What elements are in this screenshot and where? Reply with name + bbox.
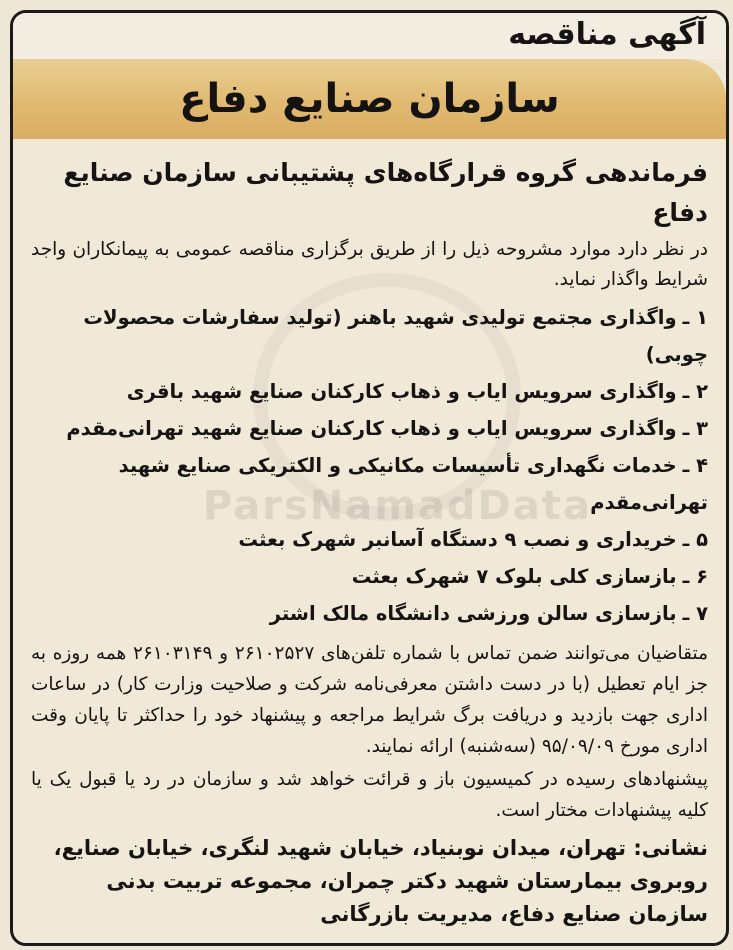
item-text: بازسازی کلی بلوک ۷ شهرک بعثت	[351, 565, 677, 588]
item-number: ۷ ـ	[682, 602, 708, 625]
list-item	[31, 447, 708, 521]
notice-type-label: آگهی مناقصه	[508, 17, 706, 52]
item-text: خدمات نگهداری تأسیسات مکانیکی و الکتریکی صنایع شهید تهرانی‌مقدم	[118, 454, 708, 514]
item-number: ۳ ـ	[682, 417, 708, 440]
watermark-text: ParsNamadData	[203, 483, 592, 529]
item-text: واگذاری مجتمع تولیدی شهید باهنر (تولید سفارشات محصولات چوبی)	[83, 306, 708, 366]
item-number: ۴ ـ	[682, 454, 708, 477]
item-text: واگذاری سرویس ایاب و ذهاب کارکنان صنایع شهید باقری	[126, 380, 677, 403]
list-item	[31, 595, 708, 632]
organization-title: سازمان صنایع دفاع	[179, 76, 560, 122]
list-item	[31, 299, 708, 373]
item-text: واگذاری سرویس ایاب و ذهاب کارکنان صنایع شهید تهرانی‌مقدم	[66, 417, 677, 440]
item-number: ۱ ـ	[682, 306, 708, 329]
item-text: خریداری و نصب ۹ دستگاه آسانبر شهرک بعثت	[238, 528, 677, 551]
item-number: ۶ ـ	[682, 565, 708, 588]
item-number: ۵ ـ	[682, 528, 708, 551]
list-item	[31, 410, 708, 447]
tender-items-list	[31, 299, 708, 632]
item-text: بازسازی سالن ورزشی دانشگاه مالک اشتر	[269, 602, 677, 625]
notice-body	[31, 153, 708, 931]
intro-paragraph: در نظر دارد موارد مشروحه ذیل را از طریق برگزاری مناقصه عمومی به پیمانکاران واجد شرایط واگذار نماید.	[31, 239, 708, 290]
notice-heading: فرماندهی گروه قرارگاه‌های پشتیبانی سازمان صنایع دفاع	[63, 158, 708, 227]
proposals-paragraph: پیشنهادهای رسیده در کمیسیون باز و قرائت خواهد شد و سازمان در رد یا قبول یک یا کلیه پیشنهادات مختار است.	[31, 769, 708, 821]
item-number: ۲ ـ	[682, 380, 708, 403]
list-item	[31, 558, 708, 595]
header-top	[13, 13, 726, 59]
notice-frame	[10, 10, 729, 946]
applicants-paragraph: متقاضیان می‌توانند ضمن تماس با شماره تلفن‌های ۲۶۱۰۲۵۲۷ و ۲۶۱۰۳۱۴۹ همه روزه به جز ایام تعطیل (با در دست داشتن معرفی‌نامه شرکت و صلاحیت وزارت کار) در ساعات اداری جهت بازدید و دریافت برگ شرایط مراجعه و پیشنهاد خود را حداکثر تا پایان وقت اداری مورخ ۹۵/۰۹/۰۹ (سه‌شنبه) ارائه نمایند.	[31, 643, 709, 757]
header-band	[13, 59, 726, 139]
list-item	[31, 373, 708, 410]
address-paragraph: نشانی: تهران، میدان نوبنیاد، خیابان شهید لنگری، خیابان صنایع، روبروی بیمارستان شهید دکتر چمران، مجموعه تربیت بدنی سازمان صنایع دفاع، مدیریت بازرگانی	[53, 836, 708, 926]
list-item	[31, 521, 708, 558]
